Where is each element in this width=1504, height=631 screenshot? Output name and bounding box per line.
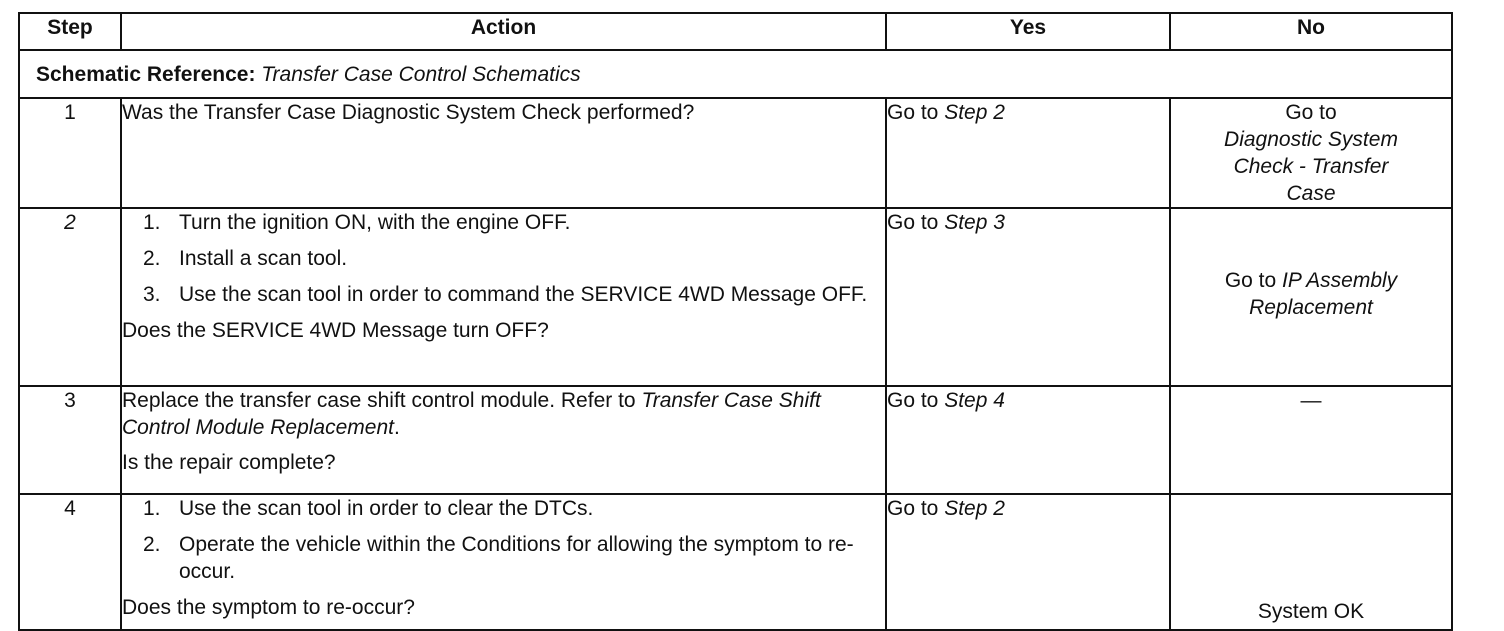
step-item-text: Operate the vehicle within the Conditions for allowing the symptom to re-occur. — [179, 533, 854, 583]
diagnostic-table — [18, 12, 1453, 631]
action-cell — [121, 386, 886, 494]
yes-step-link[interactable]: Step 2 — [944, 497, 1005, 520]
action-steps — [122, 495, 885, 585]
action-step — [122, 531, 885, 585]
action-question: Is the repair complete? — [122, 451, 336, 474]
step-item-text: Install a scan tool. — [179, 247, 348, 270]
action-cell — [121, 494, 886, 630]
yes-step-link[interactable]: Step 3 — [944, 211, 1005, 234]
header-row — [19, 13, 1452, 50]
yes-cell — [886, 494, 1170, 630]
action-text: Replace the transfer case shift control module. Refer to — [122, 389, 636, 412]
step-item-text: Use the scan tool in order to clear the DTCs. — [179, 497, 594, 520]
table-row — [19, 98, 1452, 208]
yes-prefix: Go to — [887, 211, 939, 234]
step-item-text: Turn the ignition ON, with the engine OFF. — [179, 211, 571, 234]
action-text-end: . — [393, 416, 400, 439]
table-row — [19, 208, 1452, 386]
step-item-text: Use the scan tool in order to command the SERVICE 4WD Message OFF. — [179, 283, 868, 306]
no-cell — [1170, 208, 1452, 386]
no-prefix: Go to — [1224, 269, 1277, 292]
action-question: Does the SERVICE 4WD Message turn OFF? — [122, 319, 549, 342]
step-number: 3 — [19, 386, 121, 494]
action-step — [122, 209, 885, 236]
header-step: Step — [19, 13, 121, 50]
schematic-reference — [19, 50, 1452, 98]
yes-cell — [886, 208, 1170, 386]
action-question: Does the symptom to re-occur? — [122, 596, 415, 619]
action-step — [122, 495, 885, 522]
no-link[interactable]: Diagnostic System Check - Transfer Case — [1224, 128, 1398, 205]
table-row — [19, 494, 1452, 630]
no-result: — — [1300, 389, 1322, 412]
yes-cell — [886, 98, 1170, 208]
header-yes: Yes — [886, 13, 1170, 50]
step-number: 1 — [19, 98, 121, 208]
step-item-number: 1. — [143, 211, 161, 234]
step-item-number: 2. — [143, 533, 161, 556]
action-reference-link[interactable]: Transfer Case Shift Control Module Replacement — [122, 389, 821, 439]
schematic-reference-label: Schematic Reference: — [36, 62, 256, 86]
step-item-number: 2. — [143, 247, 161, 270]
action-cell — [121, 208, 886, 386]
action-cell — [121, 98, 886, 208]
yes-cell — [886, 386, 1170, 494]
header-action: Action — [121, 13, 886, 50]
action-step — [122, 245, 885, 272]
yes-step-link[interactable]: Step 2 — [944, 101, 1005, 124]
no-cell — [1170, 494, 1452, 630]
action-step — [122, 281, 885, 308]
step-number: 4 — [19, 494, 121, 630]
action-instruction — [122, 387, 885, 441]
no-link[interactable]: IP Assembly Replacement — [1249, 269, 1398, 319]
action-question: Was the Transfer Case Diagnostic System Check performed? — [122, 101, 695, 124]
step-item-number: 3. — [143, 283, 161, 306]
no-prefix: Go to — [1285, 101, 1337, 124]
step-number: 2 — [19, 208, 121, 386]
schematic-reference-link[interactable]: Transfer Case Control Schematics — [261, 62, 581, 86]
header-no: No — [1170, 13, 1452, 50]
no-cell — [1170, 386, 1452, 494]
no-result: System OK — [1257, 600, 1365, 623]
yes-prefix: Go to — [887, 389, 939, 412]
yes-prefix: Go to — [887, 497, 939, 520]
table-row — [19, 386, 1452, 494]
no-cell — [1170, 98, 1452, 208]
schematic-reference-row — [19, 50, 1452, 98]
step-item-number: 1. — [143, 497, 161, 520]
yes-prefix: Go to — [887, 101, 939, 124]
action-steps — [122, 209, 885, 308]
yes-step-link[interactable]: Step 4 — [944, 389, 1005, 412]
